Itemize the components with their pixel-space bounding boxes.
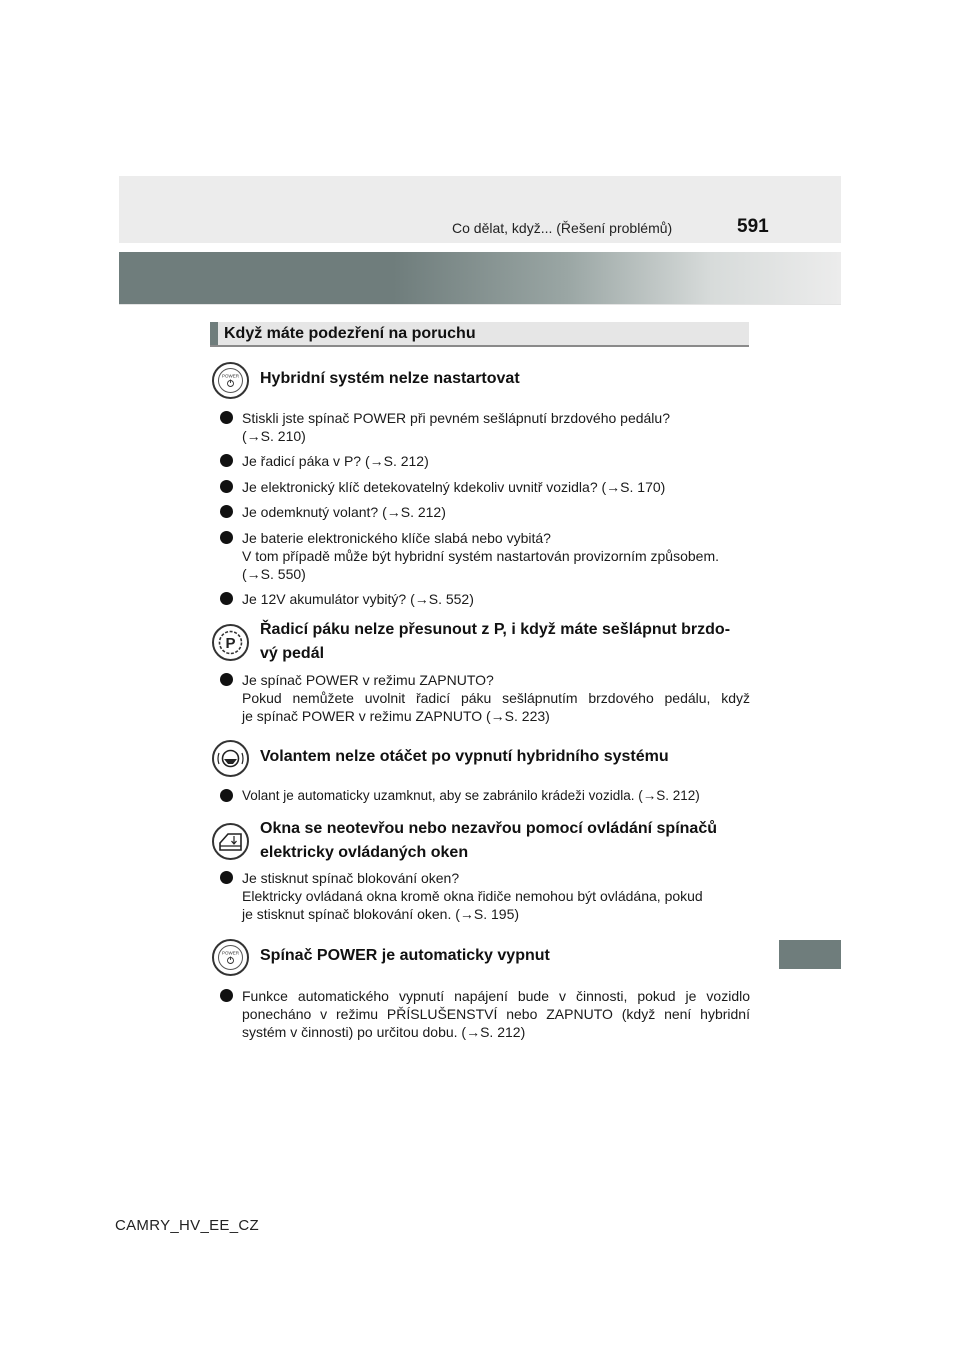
svg-text:P: P (225, 635, 236, 652)
bullet-icon (220, 989, 233, 1002)
chapter-title: Co dělat, když... (Řešení problémů) (452, 220, 673, 236)
section-title: Když máte podezření na poruchu (224, 325, 476, 342)
steering-lock-icon (212, 740, 249, 777)
topic-title: Okna se neotevřou nebo nezavřou pomocí ovládání spínačů elektricky ovládaných oken (260, 820, 717, 861)
svg-text:POWER: POWER (221, 373, 240, 379)
bullet-icon (220, 673, 233, 686)
power-button-icon (212, 939, 249, 976)
shift-position-p-warning-icon (212, 624, 249, 661)
bullet-icon (220, 871, 233, 884)
power-window-icon (212, 823, 249, 860)
topic-title: Spínač POWER je automaticky vypnut (260, 947, 550, 964)
document-code: CAMRY_HV_EE_CZ (115, 1217, 259, 1234)
bullet-icon (220, 411, 233, 424)
divider (119, 304, 841, 305)
bullet-icon (220, 454, 233, 467)
chapter-banner (119, 252, 841, 304)
topic-title: Řadicí páku nelze přesunout z P, i když máte sešlápnut brzdo- vý pedál (260, 621, 731, 662)
section-header (210, 322, 749, 347)
topic-title: Volantem nelze otáčet po vypnutí hybridního systému (260, 748, 669, 765)
svg-text:POWER: POWER (221, 950, 240, 956)
bullet-icon (220, 505, 233, 518)
bullet-icon (220, 531, 233, 544)
bullet-icon (220, 480, 233, 493)
power-button-icon (212, 362, 249, 399)
bullet-icon (220, 789, 233, 802)
bullet-icon (220, 592, 233, 605)
topic-title: Hybridní systém nelze nastartovat (260, 370, 520, 387)
page-number: 591 (737, 216, 769, 237)
chapter-tab (779, 940, 841, 969)
